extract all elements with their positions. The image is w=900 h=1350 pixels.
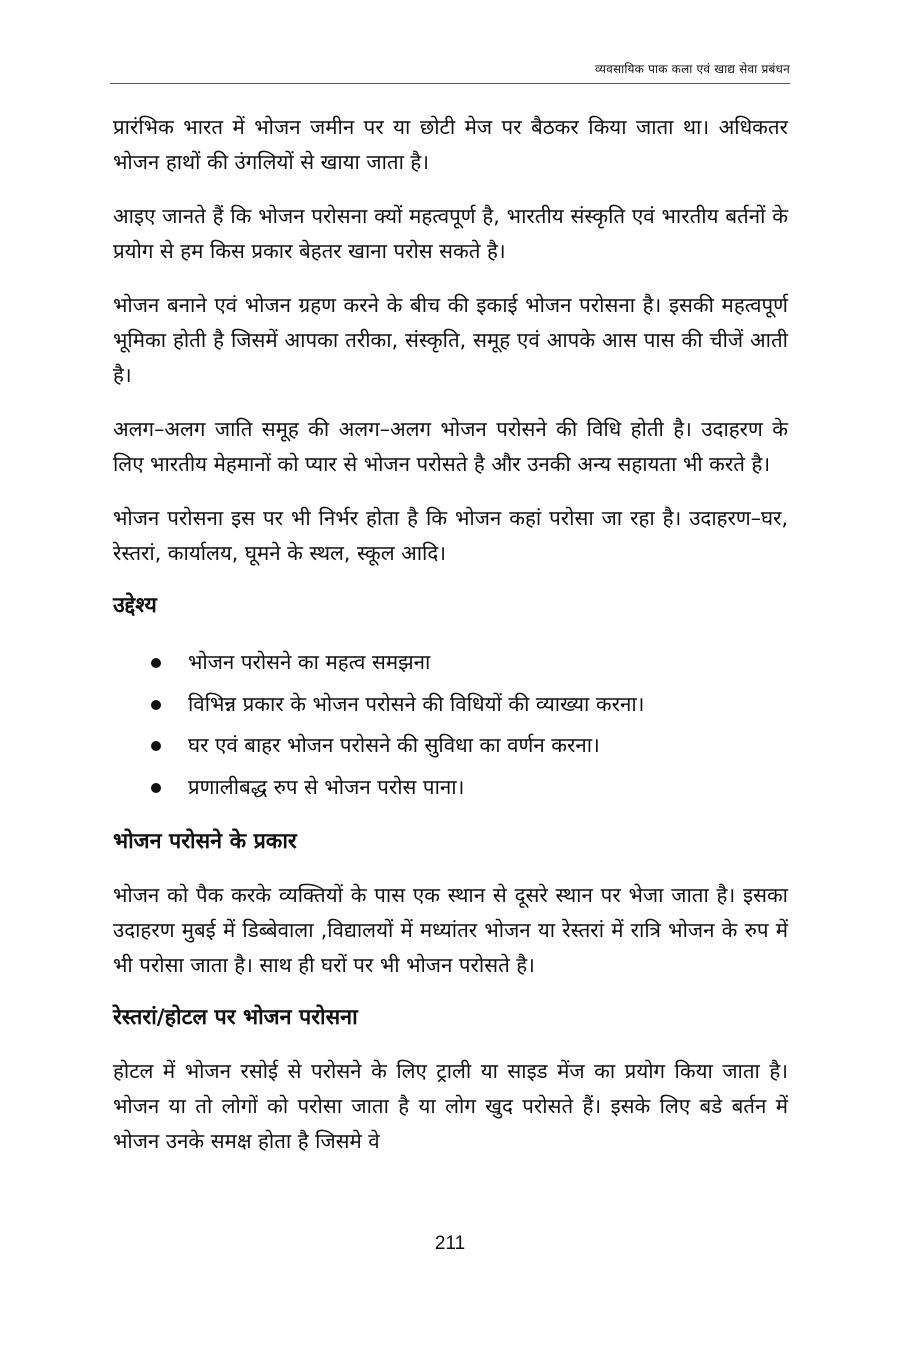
objective-text: घर एवं बाहर भोजन परोसने की सुविधा का वर्णन करना। [188,733,600,757]
objective-text: विभिन्न प्रकार के भोजन परोसने की विधियों की व्याख्या करना। [188,691,645,716]
bullet-icon [151,658,161,668]
objective-text: भोजन परोसने का महत्व समझना [188,650,431,674]
objective-text: प्रणालीबद्ध रुप से भोजन परोस पाना। [188,774,465,799]
restaurant-paragraph: होटल में भोजन रसोई से परोसने के लिए ट्राली या साइड मेंज का प्रयोग किया जाता है। भोजन या तो लोगों को परोसा जाता है या लोग खुद परोसते हैं। इसके लिए बडे बर्तन में भोजन उनके समक्ष होता है जिसमे वे [113,1059,788,1153]
bullet-icon [151,700,161,710]
objectives-list [113,642,788,808]
intro-paragraph: आइए जानते हैं कि भोजन परोसना क्यों महत्वपूर्ण है, भारतीय संस्कृति एवं भारतीय बर्तनों के प्रयोग से हम किस प्रकार बेहतर खाना परोस सकते है। [113,204,788,263]
objective-item [151,767,788,809]
objective-item [151,725,788,767]
intro-paragraph: भोजन परोसना इस पर भी निर्भर होता है कि भोजन कहां परोसा जा रहा है। उदाहरण–घर, रेस्तरां, कार्यालय, घूमने के स्थल, स्कूल आदि। [113,506,788,565]
bullet-icon [151,741,161,751]
objective-item [151,684,788,726]
types-heading: भोजन परोसने के प्रकार [113,829,297,854]
header-rule [110,83,790,84]
intro-paragraph: भोजन बनाने एवं भोजन ग्रहण करने के बीच की इकाई भोजन परोसना है। इसकी महत्वपूर्ण भूमिका होती है जिसमें आपका तरीका, संस्कृति, समूह एवं आपके आस पास की चीजें आती है। [113,293,788,387]
intro-paragraph: अलग–अलग जाति समूह की अलग–अलग भोजन परोसने की विधि होती है। उदाहरण के लिए भारतीय मेहमानों को प्यार से भोजन परोसते है और उनकी अन्य सहायता भी करते है। [113,417,788,476]
page-number: 211 [434,1233,466,1254]
intro-paragraph: प्रारंभिक भारत में भोजन जमीन पर या छोटी मेज पर बैठकर किया जाता था। अधिकतर भोजन हाथों की उंगलियों से खाया जाता है। [113,115,788,174]
restaurant-heading: रेस्तरां/होटल पर भोजन परोसना [113,1005,358,1030]
running-header: व्यवसायिक पाक कला एवं खाद्य सेवा प्रबंधन [594,62,790,76]
bullet-icon [151,783,161,793]
types-paragraph: भोजन को पैक करके व्यक्तियों के पास एक स्थान से दूसरे स्थान पर भेजा जाता है। इसका उदाहरण मुबई में डिब्बेवाला ,विद्यालयों में मध्यांतर भोजन या रेस्तरां में रात्रि भोजन के रुप में भी परोसा जाता है। साथ ही घरों पर भी भोजन परोसते है। [113,883,788,977]
objective-item [151,642,788,684]
page-content [113,110,788,1178]
objectives-heading: उद्देश्य [113,593,157,618]
